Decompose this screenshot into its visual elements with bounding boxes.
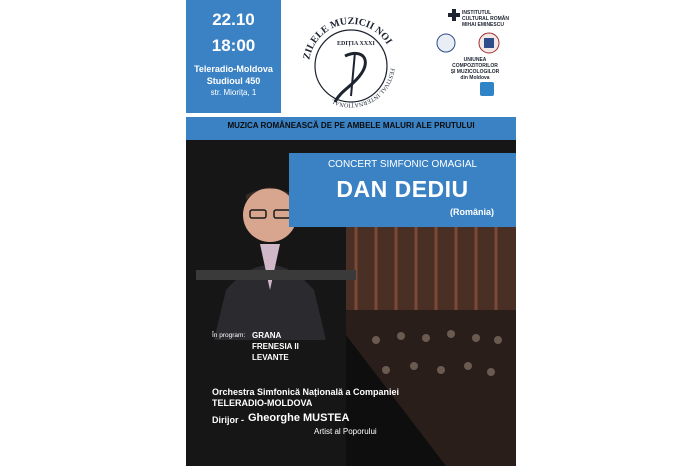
orchestra-credit xyxy=(212,387,399,409)
venue-line-2: Studioul 450 xyxy=(206,76,261,86)
program-label: În program: xyxy=(212,332,246,339)
conductor-label: Dirijor - xyxy=(212,415,245,425)
concert-time: 18:00 xyxy=(211,36,256,55)
festival-edition: EDIȚIA XXXI xyxy=(337,41,375,47)
institute-logo xyxy=(448,9,510,28)
date-box xyxy=(186,0,281,113)
ministry-emblem-icon xyxy=(437,34,455,52)
concert-box xyxy=(289,153,516,227)
concert-subtitle: CONCERT SIMFONIC OMAGIAL xyxy=(327,159,478,170)
composer-country: (România) xyxy=(449,207,494,217)
headline-banner: MUZICA ROMÂNEASCĂ DE PE AMBELE MALURI ALE PRUTULUI xyxy=(186,117,516,141)
program-item: FRENESIA II xyxy=(252,342,299,351)
union-line-3: din Moldova xyxy=(460,75,490,81)
teleradio-logo-icon xyxy=(480,82,494,96)
concert-poster xyxy=(186,0,516,466)
concert-date: 22.10 xyxy=(212,10,255,29)
institute-line-1: INSTITUTUL xyxy=(462,10,492,16)
institute-line-3: MIHAI EMINESCU xyxy=(462,22,504,28)
union-line-2: ȘI MUZICOLOGILOR xyxy=(450,69,500,75)
program-item: LEVANTE xyxy=(252,353,289,362)
venue-line-1: Teleradio-Moldova xyxy=(194,64,273,74)
orchestra-line-2: TELERADIO-MOLDOVA xyxy=(212,398,313,408)
venue xyxy=(186,63,281,87)
program-item: GRANA xyxy=(252,331,282,340)
festival-arc-text: ZILELE MUZICII NOI xyxy=(301,15,394,61)
union-logo xyxy=(444,57,506,81)
festival-bottom-text: FESTIVAL INTERNAȚIONAL xyxy=(330,67,395,108)
partner-emblems xyxy=(436,31,516,55)
conductor-title: Artist al Poporului xyxy=(314,427,377,436)
orchestra-line-1: Orchestra Simfonică Națională a Companiei xyxy=(212,387,400,397)
institute-cross-icon xyxy=(448,9,460,21)
festival-logo xyxy=(291,4,411,114)
crest-shield-icon xyxy=(484,38,494,48)
venue-street: str. Miorița, 1 xyxy=(210,88,257,97)
union-line-1: UNIUNEA COMPOZITORILOR xyxy=(452,57,498,69)
composer-name: DAN DEDIU xyxy=(336,176,469,202)
institute-line-2: CULTURAL ROMÂN xyxy=(462,16,510,22)
conductor-name: Gheorghe MUSTEA xyxy=(248,412,350,424)
